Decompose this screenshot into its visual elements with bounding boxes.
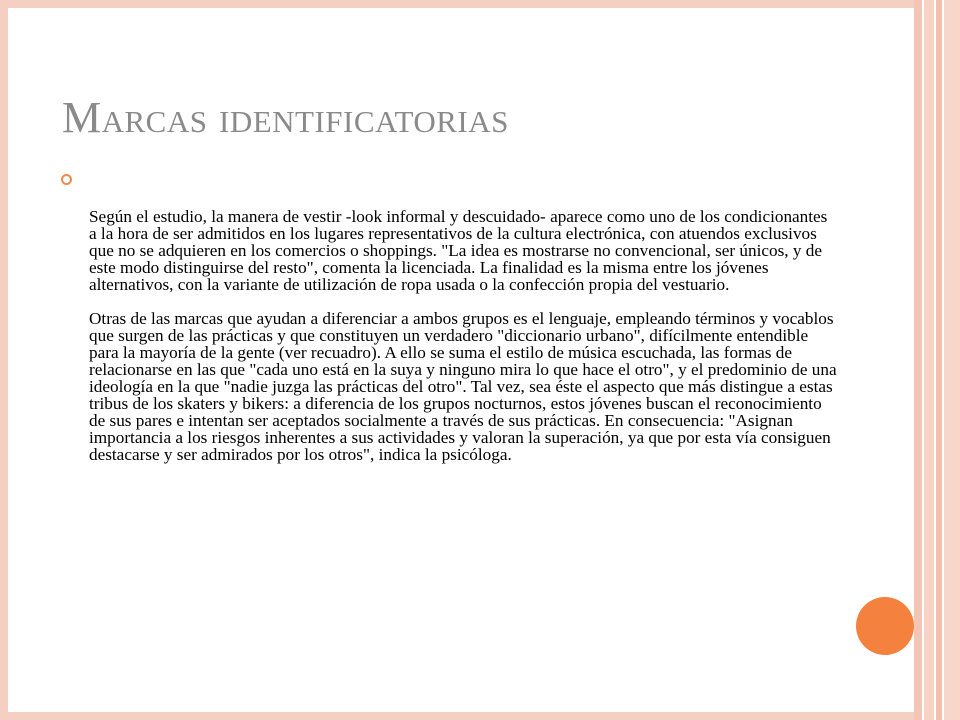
frame-right-stripes <box>914 0 960 720</box>
body-text <box>89 208 839 463</box>
stripe <box>924 0 934 720</box>
paragraph-2: Otras de las marcas que ayudan a diferenciar a ambos grupos es el lenguaje, empleando términos y vocablos que surgen de las prácticas y que constituyen un verdadero "diccionario urbano", difícilmente entendible para la mayoría de la gente (ver recuadro). A ello se suma el estilo de música escuchada, las formas de relacionarse en las que "cada uno está en la suya y ninguno mira lo que hace el otro", y el predominio de una ideología en la que "nadie juzga las prácticas del otro". Tal vez, sea éste el aspecto que más distingue a estas tribus de los skaters y bikers: a diferencia de los grupos nocturnos, estos jóvenes buscan el reconocimiento de sus pares e intentan ser aceptados socialmente a través de sus prácticas. En consecuencia: "Asignan importancia a los riesgos inherentes a sus actividades y valoran la superación, ya que por esta vía consiguen destacarse y ser admirados por los otros", indica la psicóloga. <box>89 309 837 464</box>
stripe <box>914 0 922 720</box>
slide-title: Marcas identificatorias <box>62 93 509 142</box>
bullet-circle-icon <box>61 174 72 185</box>
frame-bottom-border <box>0 712 960 720</box>
decorative-orange-circle-icon <box>856 597 914 655</box>
paragraph-1: Según el estudio, la manera de vestir -look informal y descuidado- aparece como uno de los condicionantes a la hora de ser admitidos en los lugares representativos de la cultura electrónica, con atuendos exclusivos que no se adquieren en los comercios o shoppings. "La idea es mostrarse no convencional, ser únicos, y de este modo distinguirse del resto", comenta la licenciada. La finalidad es la misma entre los jóvenes alternativos, con la variante de utilización de ropa usada o la confección propia del vestuario. <box>89 207 828 294</box>
frame-left-border <box>0 0 8 720</box>
frame-top-border <box>0 0 960 8</box>
stripe <box>944 0 960 720</box>
